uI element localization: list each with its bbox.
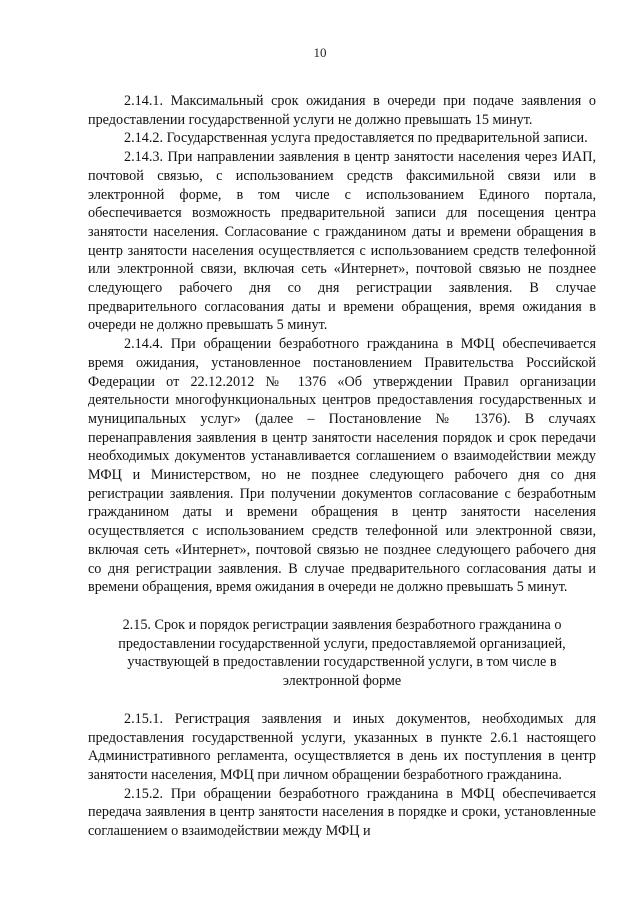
paragraph-2-14-4: 2.14.4. При обращении безработного гражданина в МФЦ обеспечивается время ожидания, установленное постановлением Правительства Российской Федерации от 22.12.2012 № 1376 «Об утверждении Правил организации деятельности многофункциональных центров предоставления государственных и муниципальных услуг» (далее – Постановление № 1376). В случаях перенаправления заявления в центр занятости населения порядок и срок передачи необходимых документов устанавливается соглашением о взаимодействии между МФЦ и Министерством, но не позднее следующего рабочего дня со дня регистрации заявления. При получении документов согласование с безработным гражданином даты и времени обращения в центр занятости населения осуществляется с использованием средств телефонной или электронной связи, включая сеть «Интернет», почтовой связью не позднее следующего рабочего дня со дня регистрации заявления. В случае предварительного согласования даты и времени обращения, время ожидания в очереди не должно превышать 5 минут. <box>88 336 596 596</box>
paragraph-2-15-2: 2.15.2. При обращении безработного гражданина в МФЦ обеспечивается передача заявления в центр занятости населения в порядке и сроки, установленные соглашением о взаимодействии между МФЦ и <box>88 785 596 840</box>
paragraph-2-15-1: 2.15.1. Регистрация заявления и иных документов, необходимых для предоставления государственной услуги, указанных в пункте 2.6.1 настоящего Административного регламента, осуществляется в день их поступления в центр занятости населения, МФЦ при личном обращении безработного гражданина. <box>88 710 596 783</box>
paragraph-2-14-3: 2.14.3. При направлении заявления в центр занятости населения через ИАП, почтовой связью, с использованием средств факсимильной связи или в электронной форме, в том числе с использованием Единого портала, обеспечивается возможность предварительной записи для посещения центра занятости населения. Согласование с гражданином даты и времени обращения в центр занятости населения осуществляется с использованием средств телефонной или электронной связи, включая сеть «Интернет», почтовой связью не позднее следующего рабочего дня со дня регистрации заявления. В случае предварительного согласования даты и времени обращения, время ожидания в очереди не должно превышать 5 минут. <box>88 149 596 334</box>
paragraph-2-14-1: 2.14.1. Максимальный срок ожидания в очереди при подаче заявления о предоставлении государственной услуги не должно превышать 15 минут. <box>88 93 596 128</box>
document-body <box>88 92 596 841</box>
section-heading-2-15: 2.15. Срок и порядок регистрации заявления безработного гражданина о предоставлении государственной услуги, предоставляемой организацией, участвующей в предоставлении государственной услуги, в том числе в электронной форме <box>118 616 566 690</box>
paragraph-2-14-2: 2.14.2. Государственная услуга предоставляется по предварительной записи. <box>124 130 588 147</box>
page-number: 10 <box>313 45 327 60</box>
